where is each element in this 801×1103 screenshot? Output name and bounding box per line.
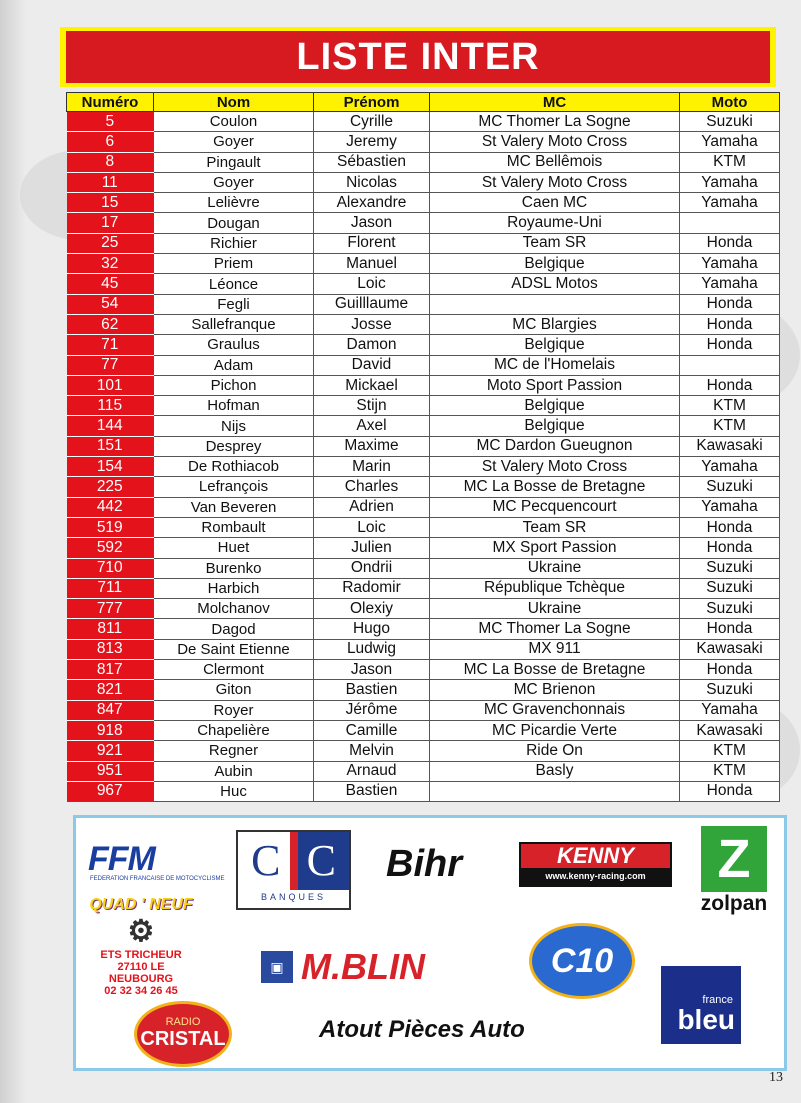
cell-prenom: Stijn (314, 396, 430, 416)
cell-moto: Suzuki (680, 680, 780, 700)
cell-prenom: Loic (314, 517, 430, 537)
cell-prenom: Jérôme (314, 700, 430, 720)
atout-pieces-auto-logo: Atout Pièces Auto (319, 1016, 525, 1043)
cell-moto (680, 355, 780, 375)
cell-mc: Basly (430, 761, 680, 781)
cell-numero: 154 (67, 457, 154, 477)
radio-cristal-line2: CRISTAL (140, 1028, 226, 1050)
ffm-subtitle: FEDERATION FRANCAISE DE MOTOCYCLISME (90, 876, 225, 882)
cell-mc (430, 294, 680, 314)
cic-red-bar (290, 832, 298, 890)
cell-prenom: Bastien (314, 680, 430, 700)
cell-moto: Honda (680, 660, 780, 680)
cell-numero: 54 (67, 294, 154, 314)
cell-mc: St Valery Moto Cross (430, 172, 680, 192)
cell-prenom: Camille (314, 720, 430, 740)
cell-numero: 32 (67, 254, 154, 274)
cic-subtitle: BANQUES (260, 892, 326, 902)
cell-nom: Léonce (154, 274, 314, 294)
cell-numero: 115 (67, 396, 154, 416)
cell-moto: Honda (680, 294, 780, 314)
quad-line: ETS TRICHEUR (100, 949, 182, 961)
table-row (67, 436, 780, 456)
cell-numero: 967 (67, 781, 154, 801)
cell-nom: Aubin (154, 761, 314, 781)
cell-nom: Sallefranque (154, 314, 314, 334)
cell-moto: Honda (680, 314, 780, 334)
quad-line: 27110 LE NEUBOURG (108, 961, 174, 985)
cell-numero: 17 (67, 213, 154, 233)
cell-nom: Dagod (154, 619, 314, 639)
mblin-logo (261, 946, 425, 988)
table-row (67, 193, 780, 213)
cell-numero: 592 (67, 538, 154, 558)
cell-moto: Honda (680, 538, 780, 558)
cell-mc: MC Thomer La Sogne (430, 112, 680, 132)
cell-moto: KTM (680, 741, 780, 761)
table-row (67, 314, 780, 334)
cell-moto: Honda (680, 233, 780, 253)
cell-moto: Yamaha (680, 254, 780, 274)
cell-nom: Lelièvre (154, 193, 314, 213)
cell-moto: Suzuki (680, 578, 780, 598)
table-row (67, 294, 780, 314)
cell-numero: 71 (67, 335, 154, 355)
table-body (67, 112, 780, 802)
cell-numero: 813 (67, 639, 154, 659)
cell-nom: Dougan (154, 213, 314, 233)
cell-numero: 918 (67, 720, 154, 740)
column-header-prenom: Prénom (314, 93, 430, 112)
mblin-badge-icon: ▣ (261, 951, 293, 983)
france-bleu-logo (661, 966, 741, 1044)
title-banner (60, 27, 776, 87)
table-row (67, 477, 780, 497)
quad-neuf-title: QUAD ' NEUF (89, 896, 193, 913)
cell-numero: 77 (67, 355, 154, 375)
cell-numero: 817 (67, 660, 154, 680)
cell-moto: Suzuki (680, 599, 780, 619)
cell-nom: Pingault (154, 152, 314, 172)
cell-prenom: Jason (314, 660, 430, 680)
cell-numero: 8 (67, 152, 154, 172)
binding-gutter (0, 0, 26, 1103)
table-header-row (67, 93, 780, 112)
cell-nom: Richier (154, 233, 314, 253)
cell-moto: Yamaha (680, 132, 780, 152)
ffm-logo: FFM (88, 840, 155, 878)
cell-prenom: Cyrille (314, 112, 430, 132)
cell-numero: 777 (67, 599, 154, 619)
cell-prenom: Radomir (314, 578, 430, 598)
table-row (67, 396, 780, 416)
table-row (67, 416, 780, 436)
cell-nom: Chapelière (154, 720, 314, 740)
bihr-logo: Bihr (386, 843, 462, 885)
cell-moto: Suzuki (680, 558, 780, 578)
cell-moto: Honda (680, 517, 780, 537)
table-row (67, 254, 780, 274)
cell-numero: 921 (67, 741, 154, 761)
cell-nom: Huc (154, 781, 314, 801)
cell-nom: Royer (154, 700, 314, 720)
kenny-name: KENNY (521, 844, 670, 868)
cell-moto: Yamaha (680, 172, 780, 192)
cell-prenom: Axel (314, 416, 430, 436)
cell-mc: Caen MC (430, 193, 680, 213)
cell-numero: 711 (67, 578, 154, 598)
cell-nom: Desprey (154, 436, 314, 456)
kenny-logo (519, 842, 672, 887)
cell-nom: Graulus (154, 335, 314, 355)
cell-numero: 62 (67, 314, 154, 334)
page-number: 13 (769, 1070, 783, 1085)
cell-prenom: Marin (314, 457, 430, 477)
cell-prenom: Ludwig (314, 639, 430, 659)
column-header-nom: Nom (154, 93, 314, 112)
cell-moto: Yamaha (680, 274, 780, 294)
table-row (67, 233, 780, 253)
cell-mc: Team SR (430, 233, 680, 253)
cell-prenom: Melvin (314, 741, 430, 761)
table-row (67, 761, 780, 781)
table-row (67, 457, 780, 477)
radio-cristal-logo (134, 1001, 232, 1067)
column-header-numero: Numéro (67, 93, 154, 112)
cell-mc: MC La Bosse de Bretagne (430, 477, 680, 497)
zolpan-name: zolpan (700, 892, 768, 915)
cell-numero: 11 (67, 172, 154, 192)
cell-nom: Huet (154, 538, 314, 558)
cell-mc: MC La Bosse de Bretagne (430, 660, 680, 680)
cell-prenom: Ondrii (314, 558, 430, 578)
c10-logo: C10 (529, 923, 635, 999)
cell-prenom: Nicolas (314, 172, 430, 192)
quad-line: 02 32 34 26 45 (104, 985, 178, 997)
cell-nom: Hofman (154, 396, 314, 416)
sponsor-panel (73, 815, 787, 1071)
table-row (67, 132, 780, 152)
cic-letter-right: C (294, 832, 350, 890)
table-row (67, 112, 780, 132)
cell-mc: MC Bellêmois (430, 152, 680, 172)
cell-numero: 6 (67, 132, 154, 152)
cic-logo (236, 830, 351, 910)
kenny-url: www.kenny-racing.com (521, 868, 670, 885)
cell-mc: MC de l'Homelais (430, 355, 680, 375)
cell-numero: 151 (67, 436, 154, 456)
cell-nom: Burenko (154, 558, 314, 578)
cell-mc: Moto Sport Passion (430, 375, 680, 395)
zolpan-logo (694, 826, 774, 916)
cell-numero: 5 (67, 112, 154, 132)
cell-nom: Nijs (154, 416, 314, 436)
cell-mc: Ride On (430, 741, 680, 761)
cell-prenom: Manuel (314, 254, 430, 274)
cell-numero: 25 (67, 233, 154, 253)
cell-moto: Yamaha (680, 497, 780, 517)
cell-nom: Adam (154, 355, 314, 375)
table-row (67, 213, 780, 233)
france-bleu-line2: bleu (677, 1004, 735, 1035)
cell-numero: 519 (67, 517, 154, 537)
cell-nom: Van Beveren (154, 497, 314, 517)
table-row (67, 660, 780, 680)
cell-mc: Belgique (430, 254, 680, 274)
table-row (67, 680, 780, 700)
table-row (67, 599, 780, 619)
cell-prenom: Sébastien (314, 152, 430, 172)
cell-prenom: Bastien (314, 781, 430, 801)
table-row (67, 639, 780, 659)
cell-prenom: Adrien (314, 497, 430, 517)
cell-prenom: Alexandre (314, 193, 430, 213)
table-row (67, 741, 780, 761)
cell-prenom: Jeremy (314, 132, 430, 152)
france-bleu-line1: france (702, 994, 733, 1006)
table-row (67, 517, 780, 537)
cell-numero: 710 (67, 558, 154, 578)
cell-mc: Royaume-Uni (430, 213, 680, 233)
cell-moto: Kawasaki (680, 639, 780, 659)
cell-prenom: Jason (314, 213, 430, 233)
cell-mc: MC Thomer La Sogne (430, 619, 680, 639)
table-row (67, 152, 780, 172)
mblin-name: M.BLIN (301, 946, 425, 987)
cell-moto: Kawasaki (680, 720, 780, 740)
radio-cristal-line1: RADIO (165, 1016, 201, 1028)
cell-nom: De Saint Etienne (154, 639, 314, 659)
cell-mc: République Tchèque (430, 578, 680, 598)
cell-moto: KTM (680, 416, 780, 436)
cell-moto: Suzuki (680, 112, 780, 132)
cell-nom: Fegli (154, 294, 314, 314)
cell-nom: Clermont (154, 660, 314, 680)
cell-numero: 442 (67, 497, 154, 517)
cell-nom: Molchanov (154, 599, 314, 619)
cic-letter-left: C (238, 832, 294, 890)
cell-moto: Yamaha (680, 700, 780, 720)
table-row (67, 274, 780, 294)
cell-moto: Honda (680, 619, 780, 639)
rider-table (66, 92, 780, 802)
cell-nom: Rombault (154, 517, 314, 537)
cell-mc: Belgique (430, 335, 680, 355)
zolpan-z-icon: Z (701, 826, 767, 892)
cell-prenom: Josse (314, 314, 430, 334)
cell-prenom: Hugo (314, 619, 430, 639)
cell-moto: Honda (680, 335, 780, 355)
cell-mc: St Valery Moto Cross (430, 132, 680, 152)
cell-moto: KTM (680, 761, 780, 781)
column-header-mc: MC (430, 93, 680, 112)
cell-nom: Priem (154, 254, 314, 274)
quad-neuf-logo (86, 896, 196, 997)
cell-nom: Goyer (154, 132, 314, 152)
cell-numero: 951 (67, 761, 154, 781)
cell-mc: MC Picardie Verte (430, 720, 680, 740)
cell-mc: Team SR (430, 517, 680, 537)
cell-moto: Yamaha (680, 193, 780, 213)
cell-moto: Honda (680, 781, 780, 801)
cell-mc: MC Pecquencourt (430, 497, 680, 517)
cell-prenom: Maxime (314, 436, 430, 456)
table-row (67, 700, 780, 720)
cell-nom: Harbich (154, 578, 314, 598)
cell-numero: 225 (67, 477, 154, 497)
cell-mc: Ukraine (430, 599, 680, 619)
cell-prenom: Damon (314, 335, 430, 355)
cell-prenom: Charles (314, 477, 430, 497)
cell-mc: St Valery Moto Cross (430, 457, 680, 477)
cell-prenom: Mickael (314, 375, 430, 395)
table-row (67, 578, 780, 598)
table-row (67, 172, 780, 192)
cell-mc: MC Dardon Gueugnon (430, 436, 680, 456)
cell-mc: MC Gravenchonnais (430, 700, 680, 720)
cell-mc: MC Blargies (430, 314, 680, 334)
cell-mc: Belgique (430, 416, 680, 436)
cell-numero: 811 (67, 619, 154, 639)
cell-prenom: David (314, 355, 430, 375)
cell-moto (680, 213, 780, 233)
cell-prenom: Arnaud (314, 761, 430, 781)
cell-numero: 847 (67, 700, 154, 720)
cell-nom: Giton (154, 680, 314, 700)
cell-moto: Yamaha (680, 457, 780, 477)
cell-mc (430, 781, 680, 801)
cell-prenom: Olexiy (314, 599, 430, 619)
table-row (67, 375, 780, 395)
cell-nom: De Rothiacob (154, 457, 314, 477)
table-row (67, 781, 780, 801)
cell-numero: 101 (67, 375, 154, 395)
cell-nom: Goyer (154, 172, 314, 192)
cell-mc: ADSL Motos (430, 274, 680, 294)
column-header-moto: Moto (680, 93, 780, 112)
cell-numero: 821 (67, 680, 154, 700)
cell-moto: KTM (680, 396, 780, 416)
cell-nom: Coulon (154, 112, 314, 132)
cell-prenom: Guilllaume (314, 294, 430, 314)
cell-nom: Regner (154, 741, 314, 761)
cell-prenom: Julien (314, 538, 430, 558)
cell-mc: Belgique (430, 396, 680, 416)
quad-bike-icon: ⚙ (127, 915, 155, 948)
cell-mc: MC Brienon (430, 680, 680, 700)
cell-moto: KTM (680, 152, 780, 172)
table-row (67, 558, 780, 578)
cell-moto: Suzuki (680, 477, 780, 497)
table-row (67, 355, 780, 375)
table-row (67, 720, 780, 740)
cell-mc: Ukraine (430, 558, 680, 578)
table-row (67, 497, 780, 517)
cell-mc: MX 911 (430, 639, 680, 659)
table-row (67, 619, 780, 639)
cell-numero: 144 (67, 416, 154, 436)
cell-moto: Honda (680, 375, 780, 395)
cell-nom: Lefrançois (154, 477, 314, 497)
table-row (67, 538, 780, 558)
cell-nom: Pichon (154, 375, 314, 395)
table-row (67, 335, 780, 355)
cell-numero: 45 (67, 274, 154, 294)
cell-prenom: Loic (314, 274, 430, 294)
cell-moto: Kawasaki (680, 436, 780, 456)
page-title: LISTE INTER (66, 31, 770, 83)
cell-numero: 15 (67, 193, 154, 213)
cell-prenom: Florent (314, 233, 430, 253)
cell-mc: MX Sport Passion (430, 538, 680, 558)
